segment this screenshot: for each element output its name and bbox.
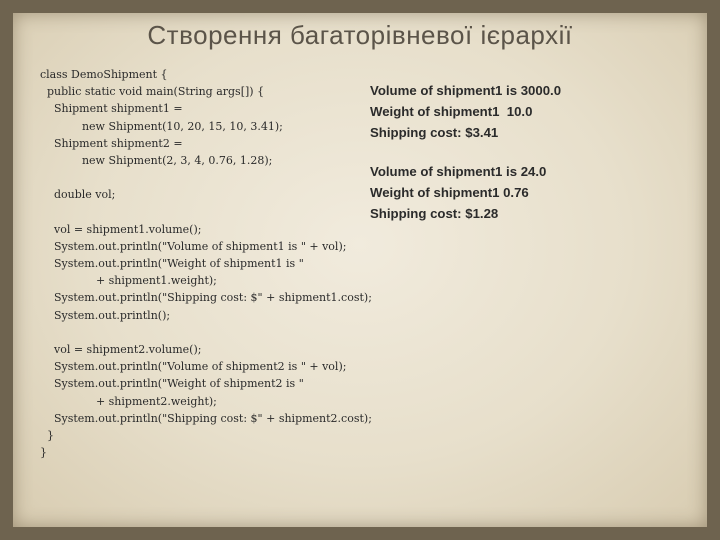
code-line: new Shipment(10, 20, 15, 10, 3.41);: [40, 119, 283, 133]
code-line: System.out.println("Weight of shipment2 is ": [40, 377, 304, 391]
output-cost-1: Shipping cost: $3.41: [370, 125, 499, 140]
code-line: System.out.println("Volume of shipment2 is " + vol);: [40, 360, 347, 374]
output-volume-1: Volume of shipment1 is 3000.0: [370, 83, 562, 98]
code-line: vol = shipment2.volume();: [40, 343, 202, 356]
code-line: }: [40, 446, 47, 460]
code-line: System.out.println();: [40, 308, 171, 322]
code-line: + shipment1.weight);: [40, 274, 217, 288]
code-line: System.out.println("Weight of shipment1 is ": [40, 257, 304, 271]
code-line: System.out.println("Volume of shipment1 is " + vol);: [40, 239, 347, 253]
output-spacer: [370, 143, 700, 161]
code-line: vol = shipment1.volume();: [40, 222, 202, 236]
code-line: System.out.println("Shipping cost: $" + shipment2.cost);: [40, 411, 372, 425]
slide-title: Створення багаторівневої ієрархії: [147, 20, 573, 50]
code-line: [40, 169, 370, 186]
code-line: Shipment shipment2 =: [40, 136, 183, 150]
program-output: [370, 80, 700, 224]
code-line: public static void main(String args[]) {: [40, 85, 265, 99]
code-line: System.out.println("Shipping cost: $" + shipment1.cost);: [40, 291, 372, 305]
code-line: [40, 204, 370, 221]
code-line: Shipment shipment1 =: [40, 102, 183, 116]
output-weight-1: Weight of shipment1 10.0: [370, 104, 533, 119]
output-volume-2: Volume of shipment1 is 24.0: [370, 164, 547, 179]
code-line: }: [40, 428, 54, 442]
code-listing: [40, 66, 370, 461]
code-line: double vol;: [40, 188, 116, 202]
output-cost-2: Shipping cost: $1.28: [370, 206, 499, 221]
code-line: + shipment2.weight);: [40, 394, 217, 408]
output-weight-2: Weight of shipment1 0.76: [370, 185, 529, 200]
code-line: [40, 324, 370, 341]
code-line: new Shipment(2, 3, 4, 0.76, 1.28);: [40, 153, 273, 167]
code-line: class DemoShipment {: [40, 68, 168, 81]
